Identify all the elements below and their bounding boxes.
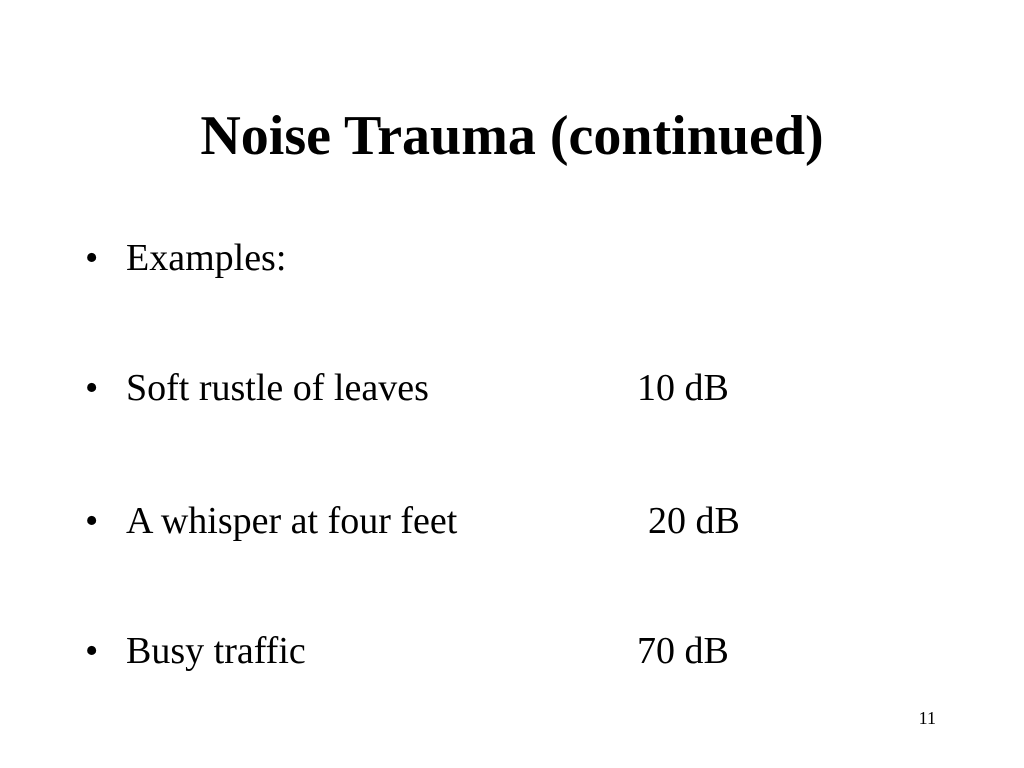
bullet-label: Examples:	[126, 237, 287, 279]
decibel-value: 70 dB	[637, 630, 729, 672]
bullet-label: A whisper at four feet	[126, 500, 458, 542]
decibel-value: 10 dB	[637, 367, 729, 409]
bullet-dot-icon: •	[85, 367, 99, 409]
bullet-label: Busy traffic	[126, 630, 306, 672]
bullet-dot-icon: •	[85, 500, 99, 542]
bullet-dot-icon: •	[85, 237, 99, 279]
bullet-item-examples	[0, 234, 1024, 282]
decibel-value: 20 dB	[648, 500, 740, 542]
bullet-label: Soft rustle of leaves	[126, 367, 429, 409]
bullet-item-whisper	[0, 497, 1024, 545]
page-number: 11	[918, 708, 936, 728]
bullet-item-rustle-of-leaves	[0, 364, 1024, 412]
slide-title: Noise Trauma (continued)	[200, 105, 824, 167]
bullet-dot-icon: •	[85, 630, 99, 672]
bullet-item-busy-traffic	[0, 627, 1024, 675]
